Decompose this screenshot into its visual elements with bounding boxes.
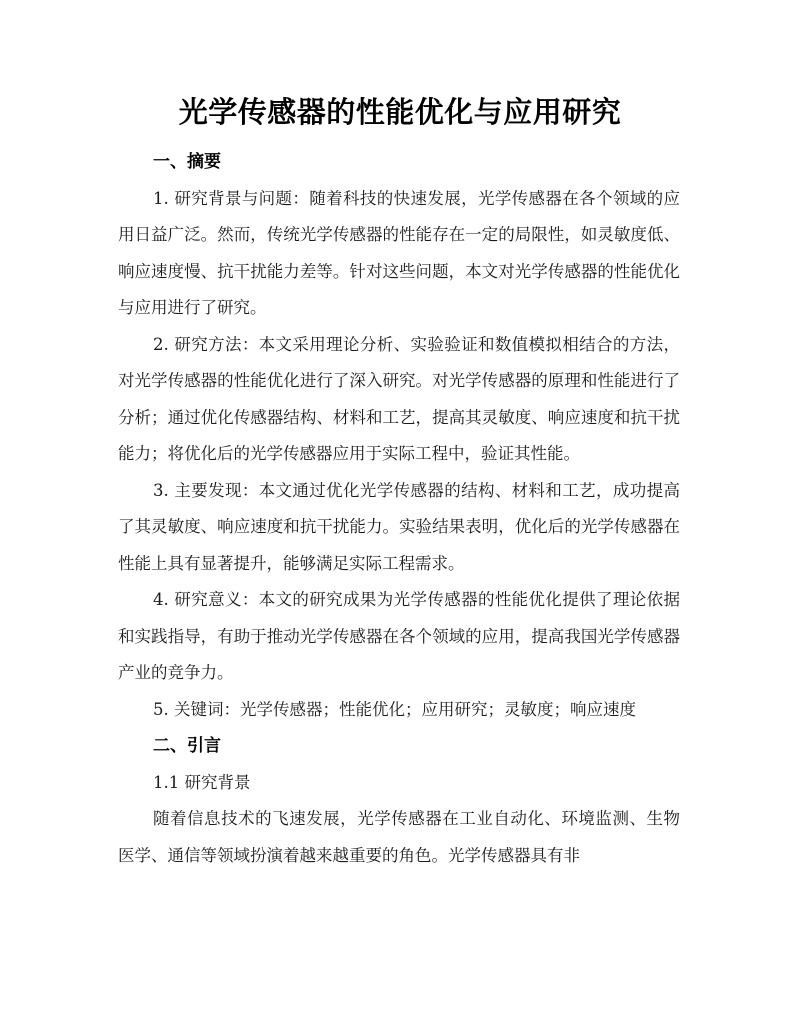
introduction-paragraph: 随着信息技术的飞速发展，光学传感器在工业自动化、环境监测、生物医学、通信等领域扮演着越来越重要的角色。光学传感器具有非 [118, 809, 680, 865]
document-title: 光学传感器的性能优化与应用研究 [178, 95, 622, 129]
subsection-heading-background: 1.1 研究背景 [153, 772, 251, 792]
abstract-paragraph-significance: 4. 研究意义：本文的研究成果为光学传感器的性能优化提供了理论依据和实践指导，有助于推动光学传感器在各个领域的应用，提高我国光学传感器产业的竞争力。 [118, 590, 680, 682]
document-body [118, 144, 680, 874]
section-heading-abstract: 一、摘要 [153, 152, 221, 172]
section-heading-introduction: 二、引言 [153, 736, 221, 756]
abstract-paragraph-findings: 3. 主要发现：本文通过优化光学传感器的结构、材料和工艺，成功提高了其灵敏度、响应速度和抗干扰能力。实验结果表明，优化后的光学传感器在性能上具有显著提升，能够满足实际工程需求。 [118, 480, 680, 573]
abstract-paragraph-methods: 2. 研究方法：本文采用理论分析、实验验证和数值模拟相结合的方法，对光学传感器的性能优化进行了深入研究。对光学传感器的原理和性能进行了分析；通过优化传感器结构、材料和工艺，提高其灵敏度、响应速度和抗干扰能力；将优化后的光学传感器应用于实际工程中，验证其性能。 [118, 334, 680, 463]
abstract-paragraph-keywords: 5. 关键词：光学传感器；性能优化；应用研究；灵敏度；响应速度 [153, 699, 636, 719]
abstract-paragraph-background: 1. 研究背景与问题：随着科技的快速发展，光学传感器在各个领域的应用日益广泛。然而，传统光学传感器的性能存在一定的局限性，如灵敏度低、响应速度慢、抗干扰能力差等。针对这些问题，本文对光学传感器的性能优化与应用进行了研究。 [118, 188, 680, 317]
